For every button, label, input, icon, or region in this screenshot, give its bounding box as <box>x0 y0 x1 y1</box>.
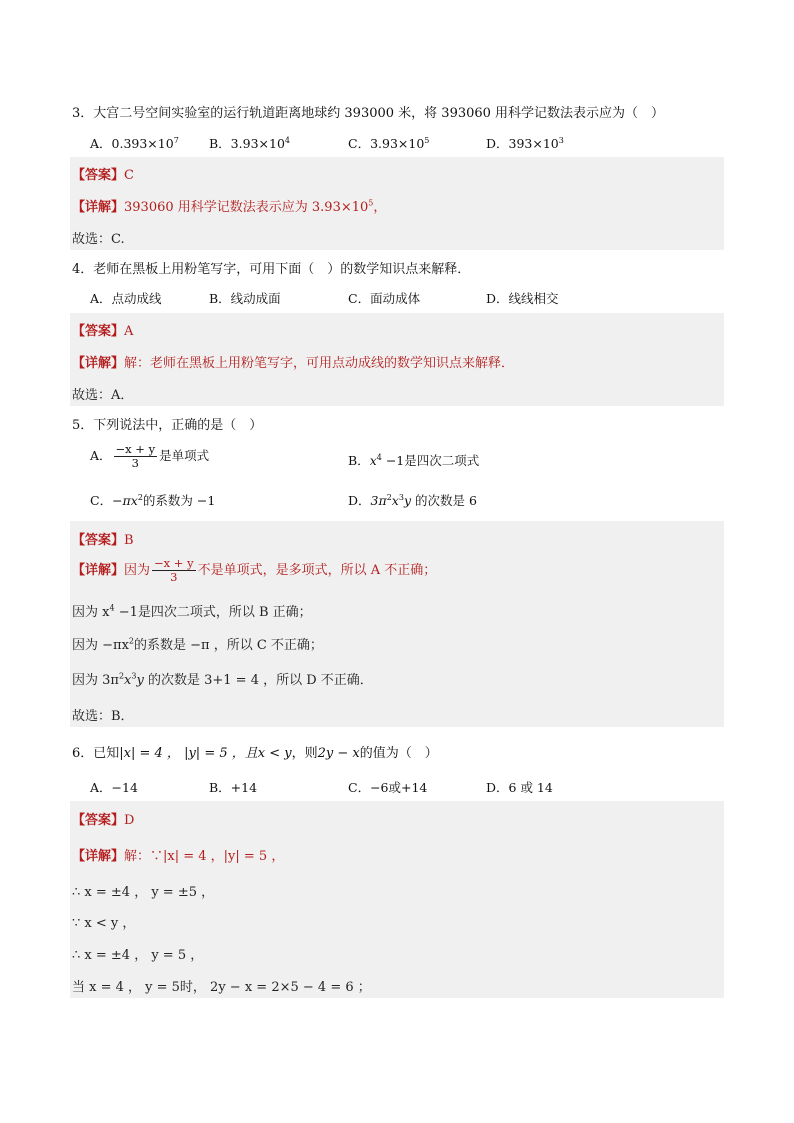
q4-detail: 【详解】解：老师在黑板上用粉笔写字，可用点动成线的数学知识点来解释． <box>72 356 515 371</box>
q3-option-b: B．$3.93\times 10^4$ <box>209 135 290 151</box>
q6-detail-1: 【详解】解：∵|x| = 4 ，|y| = 5 ， <box>72 849 285 864</box>
q6-detail-2: ∴ x = ±4 ， y = ±5 ， <box>72 885 215 900</box>
q6-option-d: D．6 或 14 <box>486 780 553 795</box>
q5-detail-3: 因为 $-\pi x^2$的系数是 −π ，所以 C 不正确； <box>72 636 323 653</box>
q5-option-d: D．$3\pi^2x^3y$ 的次数是 6 <box>348 492 477 508</box>
q5-option-a: A． $\frac{-x + y}{3}$ 是单项式 <box>90 442 210 470</box>
q6-detail-3: ∵ x < y ， <box>72 916 136 931</box>
q5-detail-4: 因为 $3\pi^2x^3y$ 的次数是 3+1 = 4 ，所以 D 不正确． <box>72 671 373 688</box>
q4-option-c: C．面动成体 <box>348 291 421 306</box>
question-6-stem: 6．已知|x| = 4 ， |y| = 5 ，且x < y，则2y − x的值为（ ） <box>72 746 438 761</box>
q4-option-a: A．点动成线 <box>90 291 162 306</box>
fraction: $\frac{-x + y}{3}$ <box>154 556 194 584</box>
q4-option-b: B．线动成面 <box>209 291 281 306</box>
question-4-stem: 4．老师在黑板上用粉笔写字，可用下面（ ）的数学知识点来解释． <box>72 262 471 277</box>
q3-option-a: A．$0.393\times 10^7$ <box>90 135 179 151</box>
q6-detail-5: 当 x = 4 ， y = 5时， 2y − x = 2×5 − 4 = 6 ； <box>72 980 371 995</box>
q5-option-c: C．$-\pi x^2$的系数为 −1 <box>90 492 216 508</box>
q6-option-a: A．−14 <box>90 780 138 795</box>
q5-answer-box <box>70 521 724 727</box>
q3-option-d: D．$393\times 10^3$ <box>486 135 564 151</box>
q5-detail-1: 【详解】因为 $\frac{-x + y}{3}$ 不是单项式，是多项式，所以 A 不正确； <box>72 556 437 584</box>
q5-detail-2: 因为 $x^4 -1$是四次二项式，所以 B 正确； <box>72 603 312 620</box>
q4-choose: 故选：A． <box>72 388 134 403</box>
question-5-stem: 5．下列说法中，正确的是（ ） <box>72 418 263 433</box>
fraction: $\frac{-x + y}{3}$ <box>115 442 156 470</box>
q4-option-d: D．线线相交 <box>486 291 559 306</box>
q3-answer: 【答案】C <box>72 168 134 183</box>
question-3-stem: 3．大宫二号空间实验室的运行轨道距离地球约 393000 米，将 393060 用科学记数法表示应为（ ） <box>72 106 665 121</box>
q3-choose: 故选：C. <box>72 232 125 247</box>
q5-answer: 【答案】B <box>72 533 134 548</box>
q6-option-c: C．−6或+14 <box>348 780 428 795</box>
q6-answer: 【答案】D <box>72 813 135 828</box>
q6-detail-4: ∴ x = ±4 ， y = 5 ， <box>72 948 204 963</box>
q4-answer: 【答案】A <box>72 324 134 339</box>
q6-option-b: B．+14 <box>209 780 258 795</box>
q5-option-b: B．$x^4 -1$是四次二项式 <box>348 452 480 468</box>
q5-choose: 故选：B． <box>72 709 134 724</box>
q3-option-c: C．$3.93\times 10^5$ <box>348 135 430 151</box>
q3-detail: 【详解】393060 用科学记数法表示应为 $3.93\times 10^5$， <box>72 198 387 215</box>
